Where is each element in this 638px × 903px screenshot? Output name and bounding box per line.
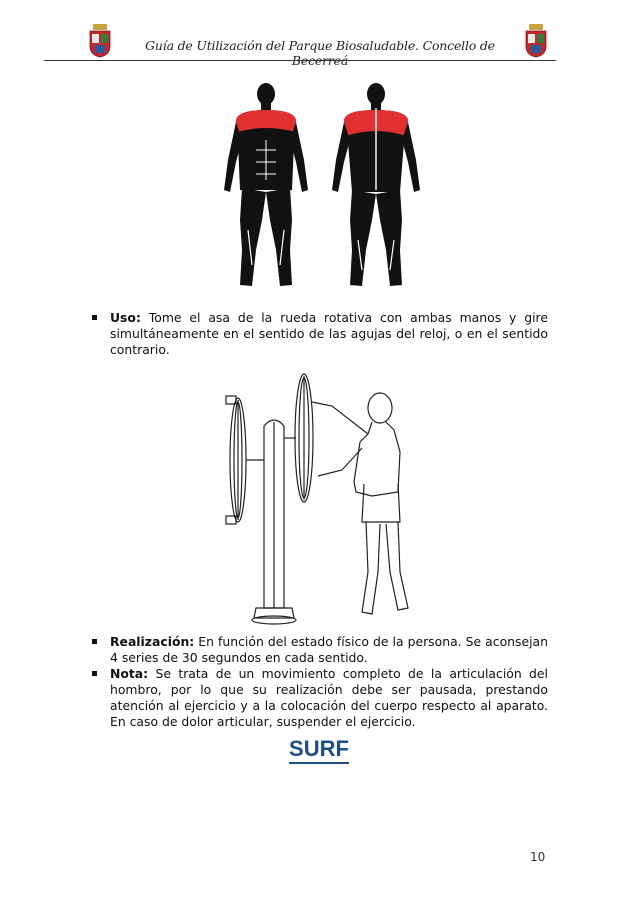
page-number: 10 [530, 850, 546, 864]
bullet-square-icon [92, 315, 97, 320]
instruction-label: Nota: [110, 666, 149, 681]
instruction-label: Realización: [110, 634, 195, 649]
section-title-text: SURF [289, 736, 349, 764]
usage-instructions [90, 310, 548, 358]
bullet-square-icon [92, 671, 97, 676]
bullet-square-icon [92, 639, 97, 644]
coat-of-arms-left-icon [88, 24, 112, 58]
instruction-label: Uso: [110, 310, 141, 325]
execution-notes [90, 634, 548, 730]
list-item [90, 666, 548, 730]
instruction-text: Se trata de un movimiento completo de la articulación del hombro, por lo que su realización debe ser pausada, prestando atención al ejercicio y a la colocación del cuerpo respecto al aparato. En caso de dolor articular, suspender el ejercicio. [110, 666, 548, 729]
list-item [90, 310, 548, 358]
header-title: Guía de Utilización del Parque Biosaludable. Concello de Becerreá [145, 38, 495, 68]
front-body-figure [224, 83, 308, 286]
section-title [0, 736, 638, 762]
surf-machine-illustration [222, 372, 418, 628]
back-body-figure [332, 83, 420, 286]
coat-of-arms-right-icon [524, 24, 548, 58]
muscle-diagram [218, 80, 428, 292]
list-item [90, 634, 548, 666]
header-divider [44, 60, 556, 61]
instruction-text: En función del estado físico de la persona. Se aconsejan 4 series de 30 segundos en cada sentido. [110, 634, 548, 665]
instruction-text: Tome el asa de la rueda rotativa con ambas manos y gire simultáneamente en el sentido de las agujas del reloj, o en el sentido contrario. [110, 310, 548, 357]
